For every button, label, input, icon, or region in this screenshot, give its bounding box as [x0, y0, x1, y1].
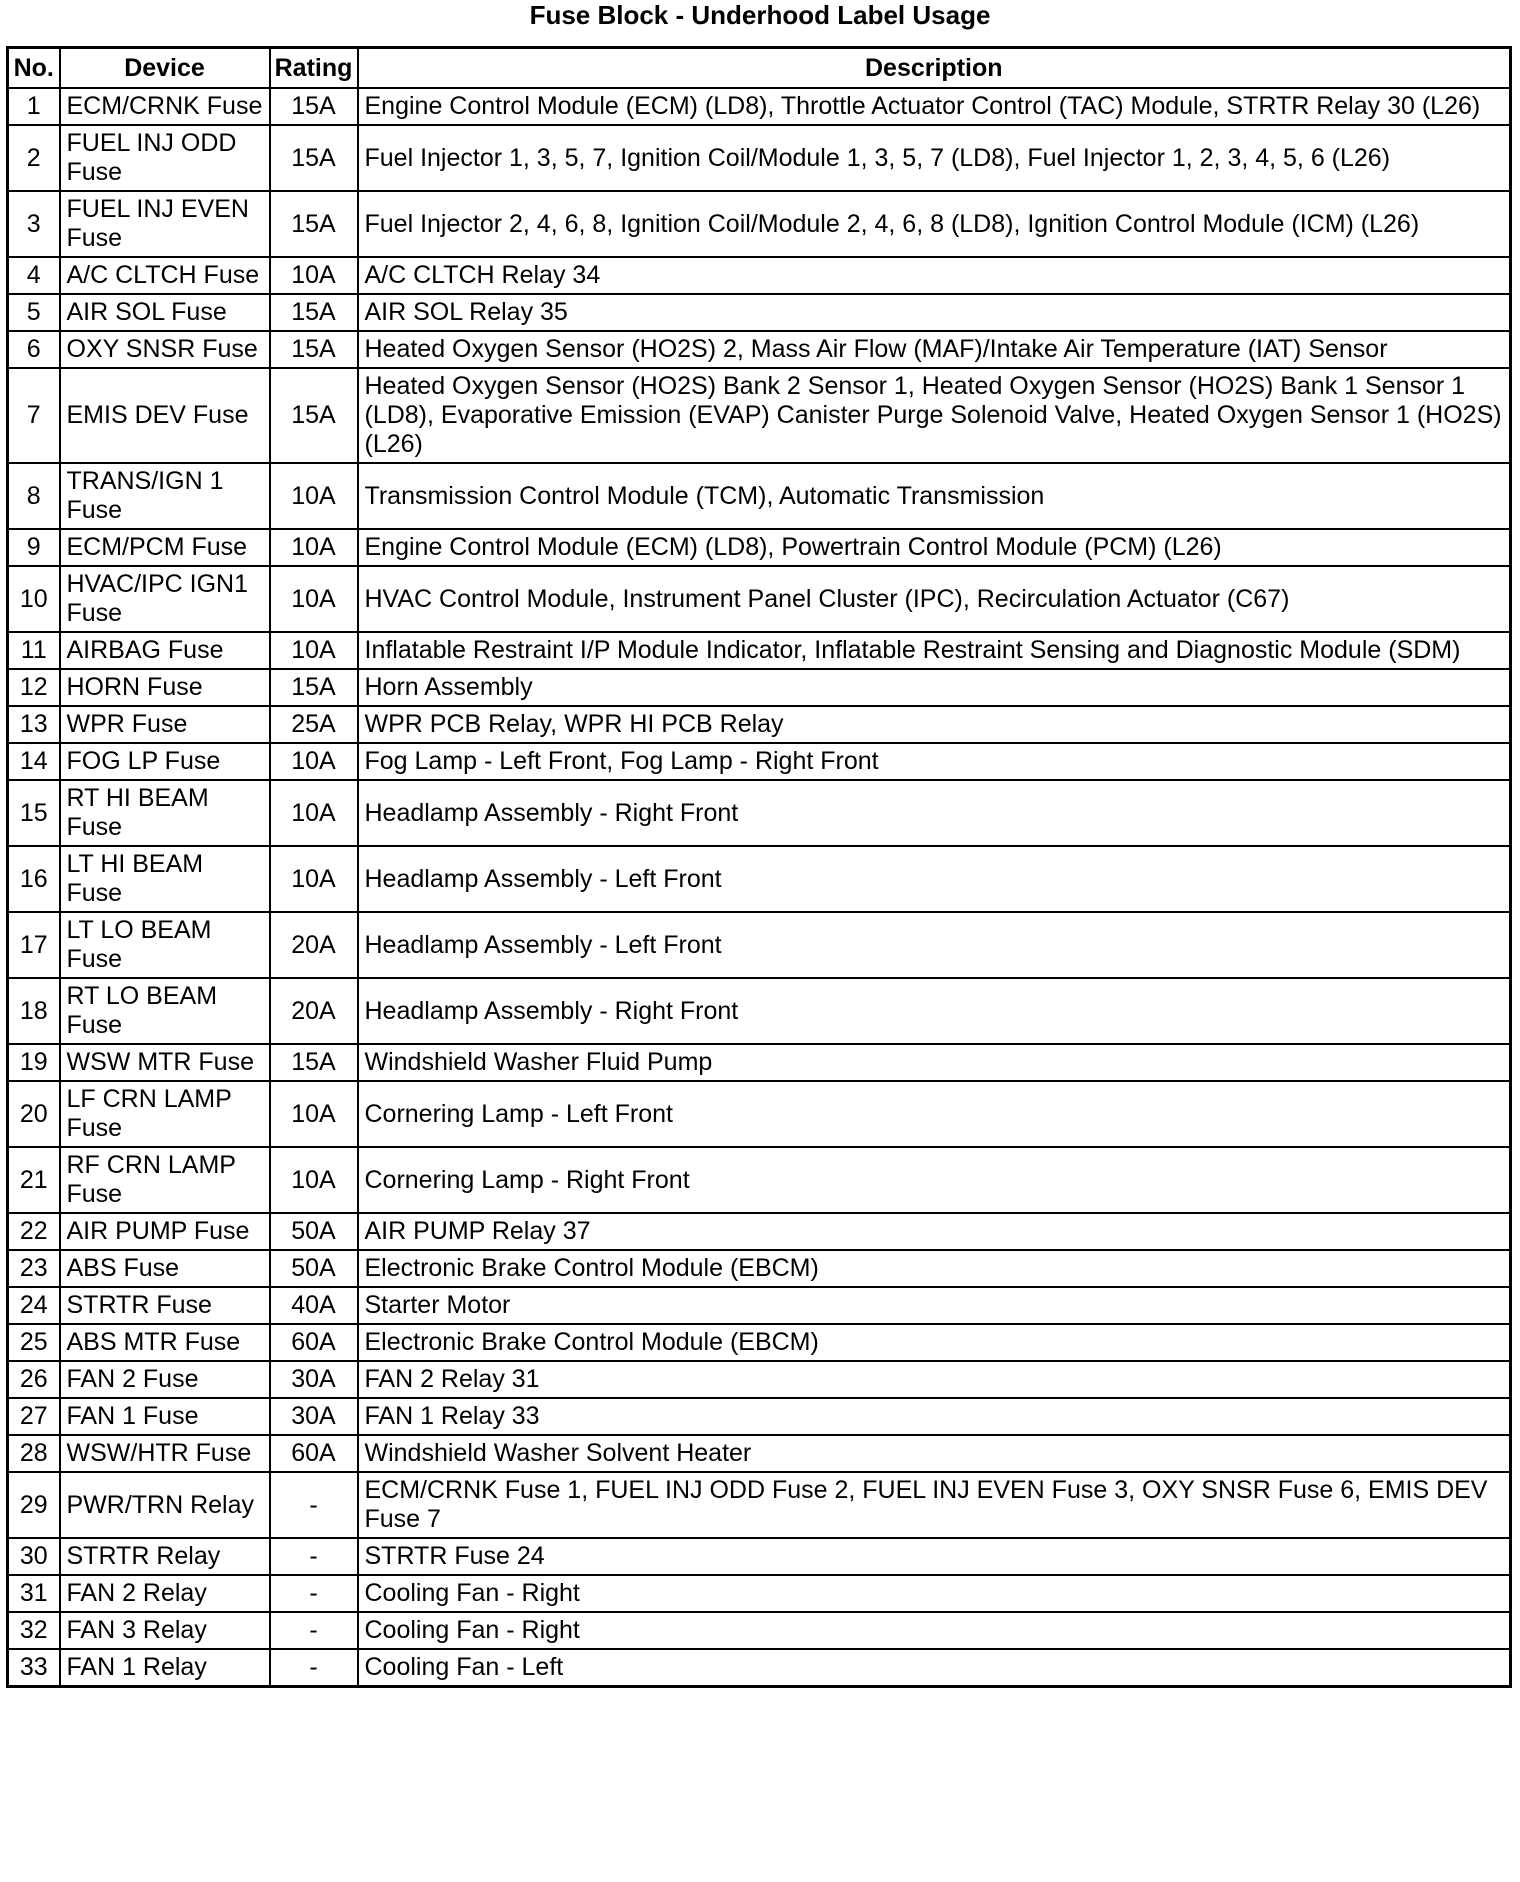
- cell-no: 33: [8, 1649, 60, 1687]
- cell-device: FAN 1 Fuse: [60, 1398, 270, 1435]
- cell-device: ECM/CRNK Fuse: [60, 88, 270, 125]
- table-row: [8, 1361, 1511, 1398]
- cell-no: 11: [8, 632, 60, 669]
- cell-description: Heated Oxygen Sensor (HO2S) 2, Mass Air Flow (MAF)/Intake Air Temperature (IAT) Sensor: [358, 331, 1511, 368]
- cell-description: Inflatable Restraint I/P Module Indicator, Inflatable Restraint Sensing and Diagnostic Module (SDM): [358, 632, 1511, 669]
- table-row: [8, 1213, 1511, 1250]
- table-row: [8, 191, 1511, 257]
- cell-device: RT LO BEAM Fuse: [60, 978, 270, 1044]
- cell-rating: 10A: [270, 743, 358, 780]
- cell-no: 16: [8, 846, 60, 912]
- cell-description: Fuel Injector 2, 4, 6, 8, Ignition Coil/Module 2, 4, 6, 8 (LD8), Ignition Control Module (ICM) (L26): [358, 191, 1511, 257]
- cell-no: 27: [8, 1398, 60, 1435]
- cell-device: WSW/HTR Fuse: [60, 1435, 270, 1472]
- table-row: [8, 1398, 1511, 1435]
- header-description: Description: [358, 48, 1511, 89]
- table-row: [8, 529, 1511, 566]
- cell-no: 5: [8, 294, 60, 331]
- cell-rating: 10A: [270, 529, 358, 566]
- cell-device: FUEL INJ EVEN Fuse: [60, 191, 270, 257]
- cell-rating: 25A: [270, 706, 358, 743]
- header-rating: Rating: [270, 48, 358, 89]
- table-row: [8, 463, 1511, 529]
- cell-no: 13: [8, 706, 60, 743]
- cell-rating: 10A: [270, 1147, 358, 1213]
- cell-description: ECM/CRNK Fuse 1, FUEL INJ ODD Fuse 2, FUEL INJ EVEN Fuse 3, OXY SNSR Fuse 6, EMIS DEV Fuse 7: [358, 1472, 1511, 1538]
- cell-device: HORN Fuse: [60, 669, 270, 706]
- cell-no: 30: [8, 1538, 60, 1575]
- cell-description: Cooling Fan - Right: [358, 1575, 1511, 1612]
- cell-no: 19: [8, 1044, 60, 1081]
- cell-rating: 15A: [270, 1044, 358, 1081]
- cell-no: 14: [8, 743, 60, 780]
- cell-rating: 10A: [270, 1081, 358, 1147]
- cell-rating: 10A: [270, 257, 358, 294]
- cell-device: RT HI BEAM Fuse: [60, 780, 270, 846]
- cell-no: 17: [8, 912, 60, 978]
- cell-description: Fog Lamp - Left Front, Fog Lamp - Right Front: [358, 743, 1511, 780]
- cell-rating: 15A: [270, 669, 358, 706]
- cell-rating: 60A: [270, 1324, 358, 1361]
- cell-description: Headlamp Assembly - Right Front: [358, 978, 1511, 1044]
- cell-rating: 15A: [270, 88, 358, 125]
- cell-device: AIR SOL Fuse: [60, 294, 270, 331]
- cell-description: Electronic Brake Control Module (EBCM): [358, 1250, 1511, 1287]
- cell-rating: 15A: [270, 125, 358, 191]
- cell-rating: 10A: [270, 846, 358, 912]
- cell-description: Horn Assembly: [358, 669, 1511, 706]
- cell-device: HVAC/IPC IGN1 Fuse: [60, 566, 270, 632]
- table-row: [8, 706, 1511, 743]
- cell-no: 20: [8, 1081, 60, 1147]
- cell-device: FAN 3 Relay: [60, 1612, 270, 1649]
- cell-description: Fuel Injector 1, 3, 5, 7, Ignition Coil/Module 1, 3, 5, 7 (LD8), Fuel Injector 1, 2, 3, 4, 5, 6 (L26): [358, 125, 1511, 191]
- cell-rating: 10A: [270, 780, 358, 846]
- cell-rating: 15A: [270, 331, 358, 368]
- cell-rating: 30A: [270, 1361, 358, 1398]
- table-row: [8, 632, 1511, 669]
- table-row: [8, 1435, 1511, 1472]
- table-row: [8, 780, 1511, 846]
- cell-rating: 15A: [270, 191, 358, 257]
- table-row: [8, 566, 1511, 632]
- cell-rating: 10A: [270, 463, 358, 529]
- table-row: [8, 846, 1511, 912]
- cell-rating: 20A: [270, 978, 358, 1044]
- cell-no: 12: [8, 669, 60, 706]
- cell-rating: 40A: [270, 1287, 358, 1324]
- table-row: [8, 1147, 1511, 1213]
- fuse-table: [6, 46, 1512, 1688]
- cell-no: 24: [8, 1287, 60, 1324]
- table-row: [8, 1649, 1511, 1687]
- cell-description: Engine Control Module (ECM) (LD8), Powertrain Control Module (PCM) (L26): [358, 529, 1511, 566]
- cell-no: 31: [8, 1575, 60, 1612]
- cell-description: Cooling Fan - Right: [358, 1612, 1511, 1649]
- cell-description: Heated Oxygen Sensor (HO2S) Bank 2 Sensor 1, Heated Oxygen Sensor (HO2S) Bank 1 Sensor 1 (LD8), Evaporative Emission (EVAP) Canister Purge Solenoid Valve, Heated Oxygen Sensor 1 (HO2S) (L26): [358, 368, 1511, 463]
- cell-device: ABS MTR Fuse: [60, 1324, 270, 1361]
- cell-rating: 10A: [270, 566, 358, 632]
- cell-device: FOG LP Fuse: [60, 743, 270, 780]
- table-row: [8, 331, 1511, 368]
- cell-description: Transmission Control Module (TCM), Automatic Transmission: [358, 463, 1511, 529]
- cell-device: WPR Fuse: [60, 706, 270, 743]
- cell-description: Headlamp Assembly - Left Front: [358, 912, 1511, 978]
- cell-rating: 15A: [270, 368, 358, 463]
- cell-rating: 50A: [270, 1213, 358, 1250]
- table-row: [8, 1612, 1511, 1649]
- cell-description: Starter Motor: [358, 1287, 1511, 1324]
- cell-rating: 30A: [270, 1398, 358, 1435]
- table-row: [8, 1081, 1511, 1147]
- cell-description: FAN 2 Relay 31: [358, 1361, 1511, 1398]
- header-no: No.: [8, 48, 60, 89]
- cell-rating: -: [270, 1472, 358, 1538]
- cell-device: ECM/PCM Fuse: [60, 529, 270, 566]
- cell-device: ABS Fuse: [60, 1250, 270, 1287]
- table-row: [8, 1472, 1511, 1538]
- cell-device: LT HI BEAM Fuse: [60, 846, 270, 912]
- cell-no: 22: [8, 1213, 60, 1250]
- cell-device: AIRBAG Fuse: [60, 632, 270, 669]
- cell-description: Cornering Lamp - Right Front: [358, 1147, 1511, 1213]
- cell-rating: 60A: [270, 1435, 358, 1472]
- table-row: [8, 1287, 1511, 1324]
- cell-description: Electronic Brake Control Module (EBCM): [358, 1324, 1511, 1361]
- header-device: Device: [60, 48, 270, 89]
- table-row: [8, 978, 1511, 1044]
- cell-no: 7: [8, 368, 60, 463]
- cell-no: 28: [8, 1435, 60, 1472]
- cell-description: FAN 1 Relay 33: [358, 1398, 1511, 1435]
- cell-no: 21: [8, 1147, 60, 1213]
- cell-no: 15: [8, 780, 60, 846]
- cell-no: 8: [8, 463, 60, 529]
- table-row: [8, 1538, 1511, 1575]
- header-row: [8, 48, 1511, 89]
- cell-device: WSW MTR Fuse: [60, 1044, 270, 1081]
- cell-no: 2: [8, 125, 60, 191]
- table-row: [8, 1250, 1511, 1287]
- cell-no: 3: [8, 191, 60, 257]
- cell-description: AIR PUMP Relay 37: [358, 1213, 1511, 1250]
- cell-no: 29: [8, 1472, 60, 1538]
- table-row: [8, 125, 1511, 191]
- cell-no: 10: [8, 566, 60, 632]
- cell-device: RF CRN LAMP Fuse: [60, 1147, 270, 1213]
- cell-device: STRTR Relay: [60, 1538, 270, 1575]
- cell-description: Headlamp Assembly - Right Front: [358, 780, 1511, 846]
- cell-rating: -: [270, 1538, 358, 1575]
- table-row: [8, 368, 1511, 463]
- cell-description: Windshield Washer Fluid Pump: [358, 1044, 1511, 1081]
- cell-description: Cornering Lamp - Left Front: [358, 1081, 1511, 1147]
- cell-description: Windshield Washer Solvent Heater: [358, 1435, 1511, 1472]
- table-row: [8, 294, 1511, 331]
- cell-rating: 15A: [270, 294, 358, 331]
- cell-device: FUEL INJ ODD Fuse: [60, 125, 270, 191]
- cell-rating: 10A: [270, 632, 358, 669]
- cell-device: FAN 1 Relay: [60, 1649, 270, 1687]
- cell-description: WPR PCB Relay, WPR HI PCB Relay: [358, 706, 1511, 743]
- cell-no: 9: [8, 529, 60, 566]
- cell-description: A/C CLTCH Relay 34: [358, 257, 1511, 294]
- cell-device: AIR PUMP Fuse: [60, 1213, 270, 1250]
- cell-rating: -: [270, 1649, 358, 1687]
- cell-description: Cooling Fan - Left: [358, 1649, 1511, 1687]
- table-row: [8, 1044, 1511, 1081]
- cell-no: 18: [8, 978, 60, 1044]
- cell-no: 1: [8, 88, 60, 125]
- cell-no: 6: [8, 331, 60, 368]
- cell-description: Engine Control Module (ECM) (LD8), Throttle Actuator Control (TAC) Module, STRTR Relay 30 (L26): [358, 88, 1511, 125]
- cell-device: TRANS/IGN 1 Fuse: [60, 463, 270, 529]
- cell-description: STRTR Fuse 24: [358, 1538, 1511, 1575]
- cell-rating: 20A: [270, 912, 358, 978]
- cell-device: STRTR Fuse: [60, 1287, 270, 1324]
- cell-device: FAN 2 Fuse: [60, 1361, 270, 1398]
- page-title: Fuse Block - Underhood Label Usage: [529, 0, 991, 30]
- cell-no: 32: [8, 1612, 60, 1649]
- cell-device: EMIS DEV Fuse: [60, 368, 270, 463]
- table-row: [8, 912, 1511, 978]
- cell-device: OXY SNSR Fuse: [60, 331, 270, 368]
- table-row: [8, 743, 1511, 780]
- cell-no: 25: [8, 1324, 60, 1361]
- cell-device: FAN 2 Relay: [60, 1575, 270, 1612]
- cell-description: HVAC Control Module, Instrument Panel Cluster (IPC), Recirculation Actuator (C67): [358, 566, 1511, 632]
- cell-description: AIR SOL Relay 35: [358, 294, 1511, 331]
- cell-device: A/C CLTCH Fuse: [60, 257, 270, 294]
- cell-device: LF CRN LAMP Fuse: [60, 1081, 270, 1147]
- cell-no: 23: [8, 1250, 60, 1287]
- table-row: [8, 88, 1511, 125]
- cell-rating: -: [270, 1575, 358, 1612]
- cell-no: 26: [8, 1361, 60, 1398]
- table-row: [8, 1324, 1511, 1361]
- cell-rating: 50A: [270, 1250, 358, 1287]
- cell-description: Headlamp Assembly - Left Front: [358, 846, 1511, 912]
- table-row: [8, 1575, 1511, 1612]
- cell-no: 4: [8, 257, 60, 294]
- table-row: [8, 257, 1511, 294]
- cell-rating: -: [270, 1612, 358, 1649]
- table-row: [8, 669, 1511, 706]
- cell-device: PWR/TRN Relay: [60, 1472, 270, 1538]
- cell-device: LT LO BEAM Fuse: [60, 912, 270, 978]
